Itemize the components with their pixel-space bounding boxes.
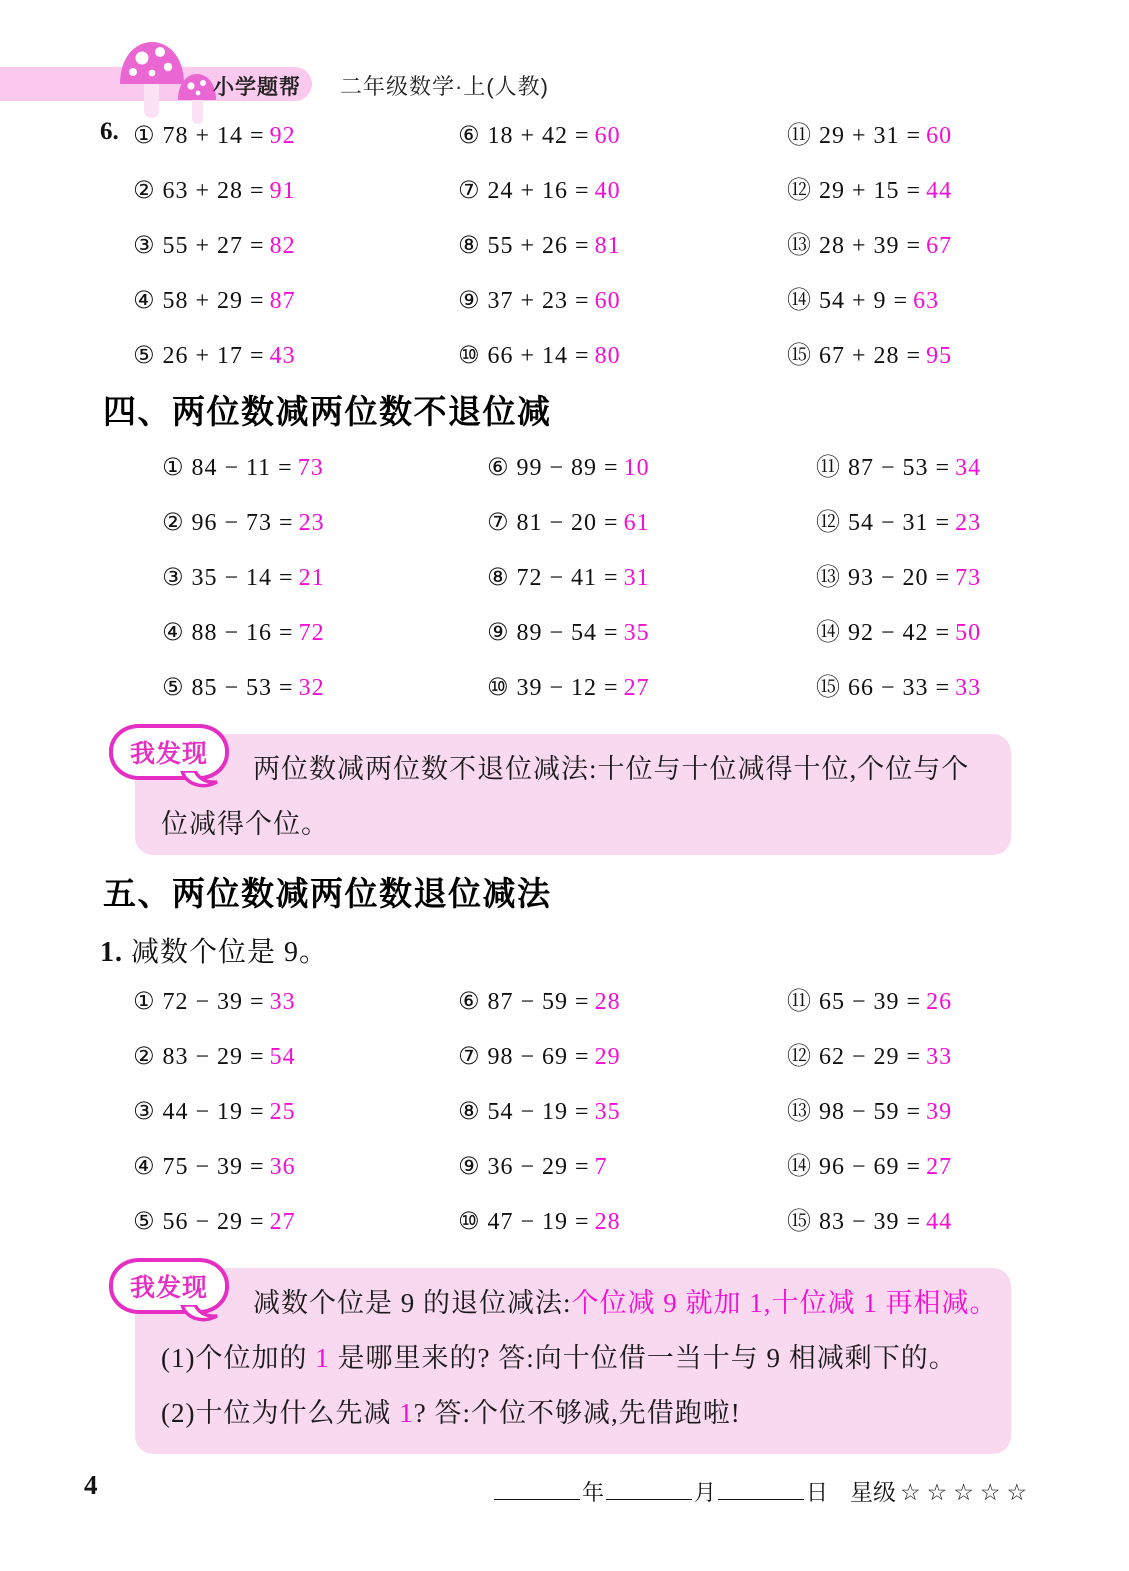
problem-number: ⑥ — [458, 987, 480, 1015]
problem-answer: 28 — [594, 1209, 621, 1235]
problem-number: ⑫ — [816, 508, 840, 536]
problem-number: ① — [133, 121, 155, 149]
problem-number: ③ — [162, 563, 184, 591]
problem-answer: 50 — [955, 620, 982, 646]
callout-highlight-text: 1 — [399, 1398, 414, 1428]
problem-answer: 23 — [955, 510, 982, 536]
problem-number: ② — [133, 176, 155, 204]
problem-answer: 26 — [926, 989, 953, 1015]
section5-subheading-number: 1. — [100, 937, 123, 968]
problem-answer: 81 — [594, 233, 621, 259]
problem-answer: 27 — [623, 675, 650, 701]
problem-row — [162, 559, 325, 595]
discovery-callout-1 — [129, 734, 1011, 855]
star-icons: ☆☆☆☆☆ — [900, 1480, 1034, 1505]
date-fill-in — [494, 1476, 830, 1507]
problem-expression: 54 − 19 = — [487, 1099, 590, 1125]
problem-expression: 99 − 89 = — [516, 455, 619, 481]
mushroom-icon — [110, 34, 228, 126]
problem-row — [458, 1148, 608, 1184]
problem-row — [787, 282, 939, 318]
problem-expression: 58 + 29 = — [162, 288, 265, 314]
problem-number: ⑨ — [487, 618, 509, 646]
problem-expression: 26 + 17 = — [162, 343, 265, 369]
problem-answer: 92 — [269, 123, 296, 149]
brand-badge: 小学题帮 — [213, 76, 301, 99]
problem-answer: 95 — [926, 343, 953, 369]
problem-number: ⑮ — [787, 341, 811, 369]
problem-expression: 89 − 54 = — [516, 620, 619, 646]
problem-expression: 98 − 59 = — [819, 1099, 922, 1125]
problem-answer: 44 — [926, 178, 953, 204]
problem-answer: 35 — [623, 620, 650, 646]
section5-subheading-text: 减数个位是 9。 — [131, 937, 329, 968]
problem-row — [787, 172, 952, 208]
problem-number: ⑪ — [787, 987, 811, 1015]
problem-row — [458, 983, 621, 1019]
callout-line — [161, 1386, 985, 1441]
problem-row — [787, 1203, 952, 1239]
problem-row — [162, 669, 325, 705]
problem-answer: 33 — [269, 989, 296, 1015]
problem-row — [162, 614, 325, 650]
problem-number: ⑥ — [458, 121, 480, 149]
star-rating-label: 星级 — [850, 1480, 896, 1505]
problem-answer: 67 — [926, 233, 953, 259]
problem-row — [458, 1093, 621, 1129]
problem-answer: 87 — [269, 288, 296, 314]
problem-expression: 39 − 12 = — [516, 675, 619, 701]
problem-number: ⑭ — [787, 1152, 811, 1180]
problem-expression: 37 + 23 = — [487, 288, 590, 314]
problem-number: ⑬ — [787, 1097, 811, 1125]
problem-row — [816, 449, 981, 485]
problem-expression: 29 + 15 = — [819, 178, 922, 204]
problem-number: ⑭ — [816, 618, 840, 646]
problem-row — [816, 669, 981, 705]
problem-expression: 65 − 39 = — [819, 989, 922, 1015]
problem-number: ④ — [133, 286, 155, 314]
problem-row — [162, 504, 325, 540]
problem-row — [162, 449, 324, 485]
problem-number: ⑦ — [458, 176, 480, 204]
problem-expression: 66 + 14 = — [487, 343, 590, 369]
discovery-bubble-label: 我发现 — [129, 740, 208, 768]
problem-number: ⑥ — [487, 453, 509, 481]
problem-row — [458, 227, 621, 263]
problem-row — [787, 337, 952, 373]
problem-number: ⑤ — [133, 341, 155, 369]
month-blank — [606, 1477, 692, 1500]
problem-row — [133, 117, 296, 153]
problem-row — [458, 337, 621, 373]
problem-answer: 60 — [594, 288, 621, 314]
problem-row — [816, 504, 981, 540]
problem-expression: 63 + 28 = — [162, 178, 265, 204]
problem-number: ⑩ — [458, 1207, 480, 1235]
problem-expression: 28 + 39 = — [819, 233, 922, 259]
callout-line — [161, 1276, 998, 1331]
discovery-callout-2 — [129, 1268, 1011, 1454]
section5-heading: 五、两位数减两位数退位减法 — [103, 875, 552, 912]
problem-expression: 54 + 9 = — [819, 288, 909, 314]
problem-row — [487, 614, 650, 650]
problem-answer: 33 — [955, 675, 982, 701]
problem-number: ① — [162, 453, 184, 481]
problem-row — [787, 117, 952, 153]
problem-row — [133, 983, 296, 1019]
problem-row — [787, 1093, 952, 1129]
problem-number: ② — [133, 1042, 155, 1070]
problem-expression: 54 − 31 = — [848, 510, 951, 536]
problem-answer: 43 — [269, 343, 296, 369]
problem-expression: 67 + 28 = — [819, 343, 922, 369]
problem-answer: 72 — [298, 620, 325, 646]
bubble-tail-icon — [177, 1305, 219, 1327]
problem-row — [487, 559, 650, 595]
problem-expression: 72 − 41 = — [516, 565, 619, 591]
problem-answer: 60 — [926, 123, 953, 149]
problem-number: ⑨ — [458, 286, 480, 314]
problem-answer: 10 — [623, 455, 650, 481]
problem-expression: 92 − 42 = — [848, 620, 951, 646]
problem-row — [487, 449, 650, 485]
problem-row — [133, 337, 296, 373]
callout-text: 位减得个位。 — [161, 809, 329, 839]
problem-answer: 35 — [594, 1099, 621, 1125]
problem-answer: 29 — [594, 1044, 621, 1070]
problem-expression: 81 − 20 = — [516, 510, 619, 536]
problem-expression: 84 − 11 = — [191, 455, 293, 481]
problem-expression: 75 − 39 = — [162, 1154, 265, 1180]
bubble-tail-icon — [177, 771, 219, 793]
problem-expression: 44 − 19 = — [162, 1099, 265, 1125]
problem-row — [816, 614, 981, 650]
problem-answer: 60 — [594, 123, 621, 149]
problem-expression: 47 − 19 = — [487, 1209, 590, 1235]
problem-number: ⑦ — [487, 508, 509, 536]
problem-number: ③ — [133, 231, 155, 259]
problem-number: ④ — [162, 618, 184, 646]
callout-text: (1)个位加的 — [161, 1343, 316, 1373]
problem-expression: 85 − 53 = — [191, 675, 294, 701]
problem-row — [133, 1093, 296, 1129]
callout-highlight-text: 个位减 9 就加 1,十位减 1 再相减。 — [571, 1288, 998, 1318]
day-label: 日 — [806, 1480, 829, 1505]
problem-answer: 54 — [269, 1044, 296, 1070]
problem-expression: 87 − 53 = — [848, 455, 951, 481]
problem-answer: 31 — [623, 565, 650, 591]
problem-expression: 24 + 16 = — [487, 178, 590, 204]
problem-row — [458, 282, 621, 318]
problem-expression: 72 − 39 = — [162, 989, 265, 1015]
problem-expression: 36 − 29 = — [487, 1154, 590, 1180]
problem-number: ② — [162, 508, 184, 536]
problem-answer: 82 — [269, 233, 296, 259]
problem-number: ⑤ — [133, 1207, 155, 1235]
problem-row — [787, 227, 952, 263]
problem-number: ⑧ — [458, 231, 480, 259]
callout-text: 是哪里来的? 答:向十位借一当十与 9 相减剩下的。 — [329, 1343, 957, 1373]
problem-number: ⑧ — [487, 563, 509, 591]
day-blank — [718, 1477, 804, 1500]
problem-number: ④ — [133, 1152, 155, 1180]
problem-number: ⑫ — [787, 1042, 811, 1070]
problem-expression: 62 − 29 = — [819, 1044, 922, 1070]
problem-answer: 7 — [594, 1154, 608, 1180]
problem-answer: 32 — [298, 675, 325, 701]
book-subtitle: 二年级数学·上(人教) — [340, 74, 549, 99]
set6-label: 6. — [100, 118, 119, 145]
problem-expression: 18 + 42 = — [487, 123, 590, 149]
month-label: 月 — [694, 1480, 717, 1505]
callout-text: (2)十位为什么先减 — [161, 1398, 400, 1428]
problem-row — [133, 1203, 296, 1239]
problem-number: ⑪ — [816, 453, 840, 481]
problem-expression: 55 + 26 = — [487, 233, 590, 259]
callout-text: ? 答:个位不够减,先借跑啦! — [413, 1398, 741, 1428]
problem-answer: 27 — [926, 1154, 953, 1180]
problem-number: ⑭ — [787, 286, 811, 314]
problem-number: ⑤ — [162, 673, 184, 701]
problem-answer: 28 — [594, 989, 621, 1015]
problem-number: ⑦ — [458, 1042, 480, 1070]
discovery-bubble — [109, 1258, 229, 1314]
problem-row — [458, 172, 621, 208]
problem-answer: 63 — [913, 288, 940, 314]
problem-answer: 80 — [594, 343, 621, 369]
problem-expression: 56 − 29 = — [162, 1209, 265, 1235]
problem-row — [458, 117, 621, 153]
problem-expression: 29 + 31 = — [819, 123, 922, 149]
problem-row — [133, 282, 296, 318]
problem-row — [133, 227, 296, 263]
problem-expression: 78 + 14 = — [162, 123, 265, 149]
problem-number: ⑮ — [787, 1207, 811, 1235]
problem-answer: 25 — [269, 1099, 296, 1125]
problem-row — [458, 1203, 621, 1239]
problem-number: ③ — [133, 1097, 155, 1125]
page-number: 4 — [84, 1470, 98, 1500]
section4-heading: 四、两位数减两位数不退位减 — [103, 393, 552, 430]
problem-row — [787, 983, 952, 1019]
problem-row — [133, 172, 296, 208]
problem-expression: 96 − 73 = — [191, 510, 294, 536]
discovery-bubble-label: 我发现 — [129, 1274, 208, 1302]
problem-expression: 83 − 29 = — [162, 1044, 265, 1070]
problem-answer: 73 — [297, 455, 324, 481]
problem-row — [133, 1148, 296, 1184]
problem-number: ⑪ — [787, 121, 811, 149]
problem-row — [816, 559, 981, 595]
problem-number: ⑬ — [816, 563, 840, 591]
problem-row — [787, 1148, 952, 1184]
problem-row — [487, 504, 650, 540]
problem-answer: 39 — [926, 1099, 953, 1125]
callout-text: 两位数减两位数不退位减法:十位与十位减得十位,个位与个 — [253, 754, 970, 784]
problem-answer: 61 — [623, 510, 650, 536]
problem-number: ⑫ — [787, 176, 811, 204]
problem-answer: 21 — [298, 565, 325, 591]
problem-expression: 87 − 59 = — [487, 989, 590, 1015]
problem-expression: 83 − 39 = — [819, 1209, 922, 1235]
problem-answer: 40 — [594, 178, 621, 204]
callout-line — [161, 742, 985, 797]
problem-row — [487, 669, 650, 705]
problem-expression: 98 − 69 = — [487, 1044, 590, 1070]
problem-expression: 93 − 20 = — [848, 565, 951, 591]
problem-expression: 66 − 33 = — [848, 675, 951, 701]
problem-number: ⑩ — [487, 673, 509, 701]
star-rating — [850, 1474, 1033, 1507]
problem-answer: 27 — [269, 1209, 296, 1235]
callout-line — [161, 1331, 985, 1386]
problem-answer: 36 — [269, 1154, 296, 1180]
problem-number: ⑬ — [787, 231, 811, 259]
callout-highlight-text: 1 — [315, 1343, 330, 1373]
discovery-bubble — [109, 724, 229, 780]
problem-answer: 91 — [269, 178, 296, 204]
problem-answer: 73 — [955, 565, 982, 591]
problem-row — [133, 1038, 296, 1074]
problem-answer: 44 — [926, 1209, 953, 1235]
problem-number: ⑮ — [816, 673, 840, 701]
callout-line — [161, 797, 985, 852]
problem-expression: 35 − 14 = — [191, 565, 294, 591]
problem-expression: 96 − 69 = — [819, 1154, 922, 1180]
problem-answer: 34 — [955, 455, 982, 481]
problem-row — [787, 1038, 952, 1074]
year-label: 年 — [582, 1480, 605, 1505]
problem-answer: 33 — [926, 1044, 953, 1070]
problem-number: ⑧ — [458, 1097, 480, 1125]
problem-expression: 55 + 27 = — [162, 233, 265, 259]
problem-number: ⑨ — [458, 1152, 480, 1180]
problem-number: ⑩ — [458, 341, 480, 369]
problem-row — [458, 1038, 621, 1074]
problem-answer: 23 — [298, 510, 325, 536]
section5-subheading — [100, 930, 328, 970]
year-blank — [494, 1477, 580, 1500]
problem-expression: 88 − 16 = — [191, 620, 294, 646]
callout-text: 减数个位是 9 的退位减法: — [253, 1288, 572, 1318]
problem-number: ① — [133, 987, 155, 1015]
